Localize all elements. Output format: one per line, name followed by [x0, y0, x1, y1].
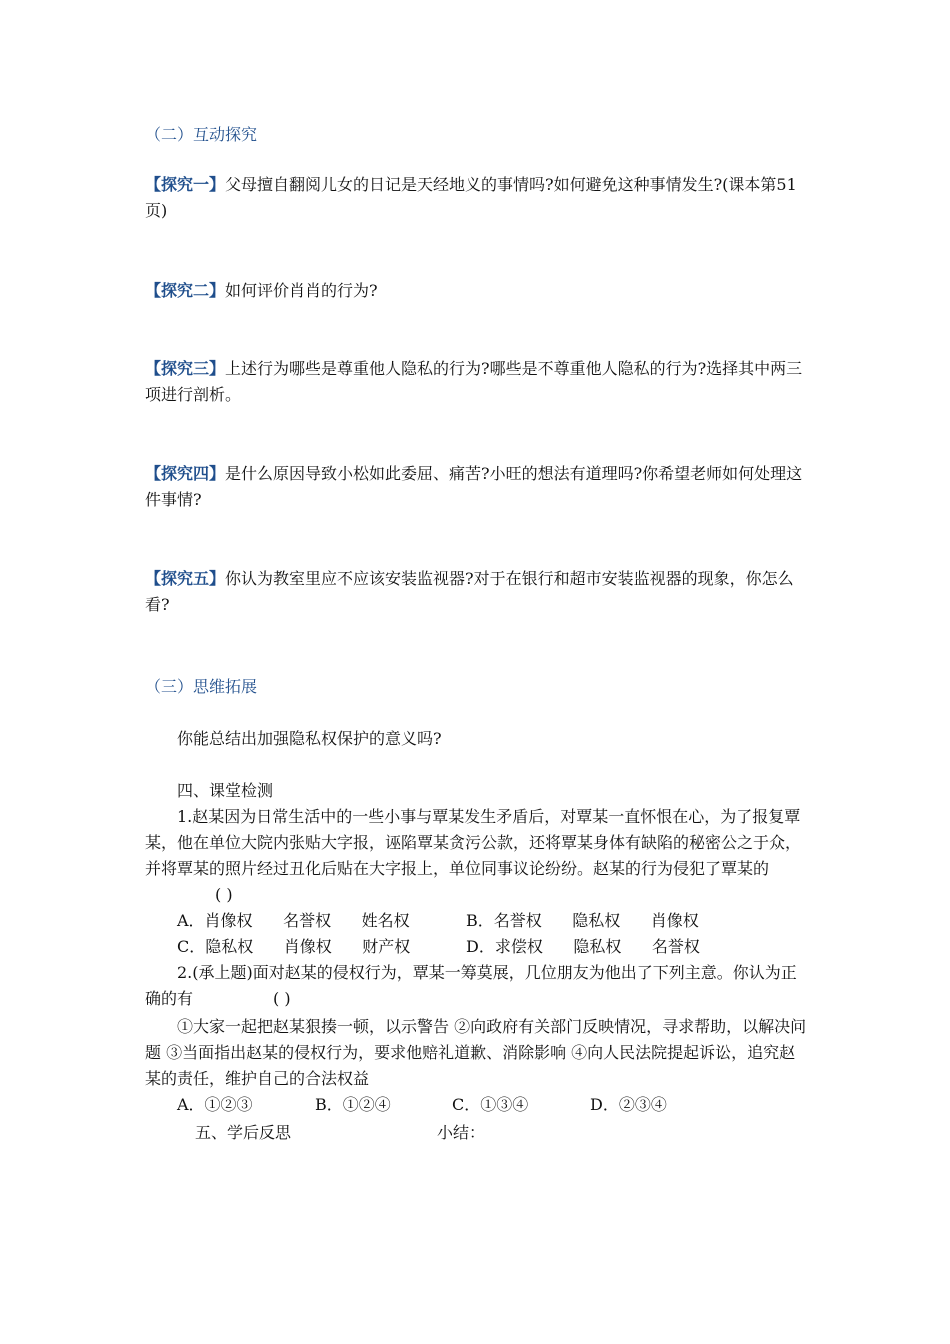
inquiry-text: 是什么原因导致小松如此委屈、痛苦?小旺的想法有道理吗?你希望老师如何处理这件事情?	[145, 464, 803, 509]
question-2-stem: 2.(承上题)面对赵某的侵权行为，覃某一筹莫展，几位朋友为他出了下列主意。你认为正确的有 ( )	[145, 963, 797, 1008]
q2-option-d: D．②③④	[590, 1095, 667, 1114]
inquiry-text: 父母擅自翻阅儿女的日记是天经地义的事情吗?如何避免这种事情发生?(课本第51页)	[145, 175, 797, 220]
section-heading-reflection: 五、学后反思	[195, 1123, 292, 1142]
q2-option-c: C．①③④	[452, 1095, 529, 1114]
inquiry-tag: 【探究一】	[145, 175, 226, 194]
summary-label: 小结：	[437, 1123, 486, 1142]
inquiry-text: 如何评价肖肖的行为?	[225, 281, 378, 300]
section-heading-class-test: 四、课堂检测	[177, 781, 274, 800]
section-heading-interactive-inquiry: （二）互动探究	[145, 125, 258, 144]
q1-option-d: D．求偿权 隐私权 名誉权	[466, 937, 700, 956]
section-heading-thinking-extension: （三）思维拓展	[145, 677, 258, 696]
inquiry-tag: 【探究五】	[145, 569, 226, 588]
inquiry-3	[145, 356, 810, 408]
q2-option-a: A．①②③	[177, 1095, 253, 1114]
inquiry-4	[145, 461, 810, 513]
inquiry-text: 上述行为哪些是尊重他人隐私的行为?哪些是不尊重他人隐私的行为?选择其中两三项进行剖析。	[145, 359, 803, 404]
question-2-statements: ①大家一起把赵某狠揍一顿，以示警告 ②向政府有关部门反映情况，寻求帮助，以解决问题 ③当面指出赵某的侵权行为，要求他赔礼道歉、消除影响 ④向人民法院提起诉讼，追究赵某的责任，维护自己的合法权益	[145, 1017, 807, 1088]
inquiry-text: 你认为教室里应不应该安装监视器?对于在银行和超市安装监视器的现象，你怎么看?	[145, 569, 794, 614]
answer-blank: ( )	[273, 989, 291, 1008]
inquiry-tag: 【探究三】	[145, 359, 226, 378]
inquiry-tag: 【探究四】	[145, 464, 226, 483]
question-1-stem: 1.赵某因为日常生活中的一些小事与覃某发生矛盾后，对覃某一直怀恨在心，为了报复覃某，他在单位大院内张贴大字报，诬陷覃某贪污公款，还将覃某身体有缺陷的秘密公之于众，并将覃某的照片经过丑化后贴在大字报上，单位同事议论纷纷。赵某的行为侵犯了覃某的( )	[145, 807, 802, 904]
inquiry-1	[145, 172, 810, 224]
inquiry-tag: 【探究二】	[145, 281, 226, 300]
answer-blank: ( )	[215, 885, 233, 904]
q1-option-a: A．肖像权 名誉权 姓名权	[177, 911, 410, 930]
q1-option-b: B．名誉权 隐私权 肖像权	[466, 911, 699, 930]
inquiry-5	[145, 566, 810, 618]
inquiry-2	[145, 278, 810, 304]
q1-option-c: C．隐私权 肖像权 财产权	[177, 937, 411, 956]
extension-question: 你能总结出加强隐私权保护的意义吗?	[177, 729, 442, 748]
q2-option-b: B．①②④	[315, 1095, 391, 1114]
